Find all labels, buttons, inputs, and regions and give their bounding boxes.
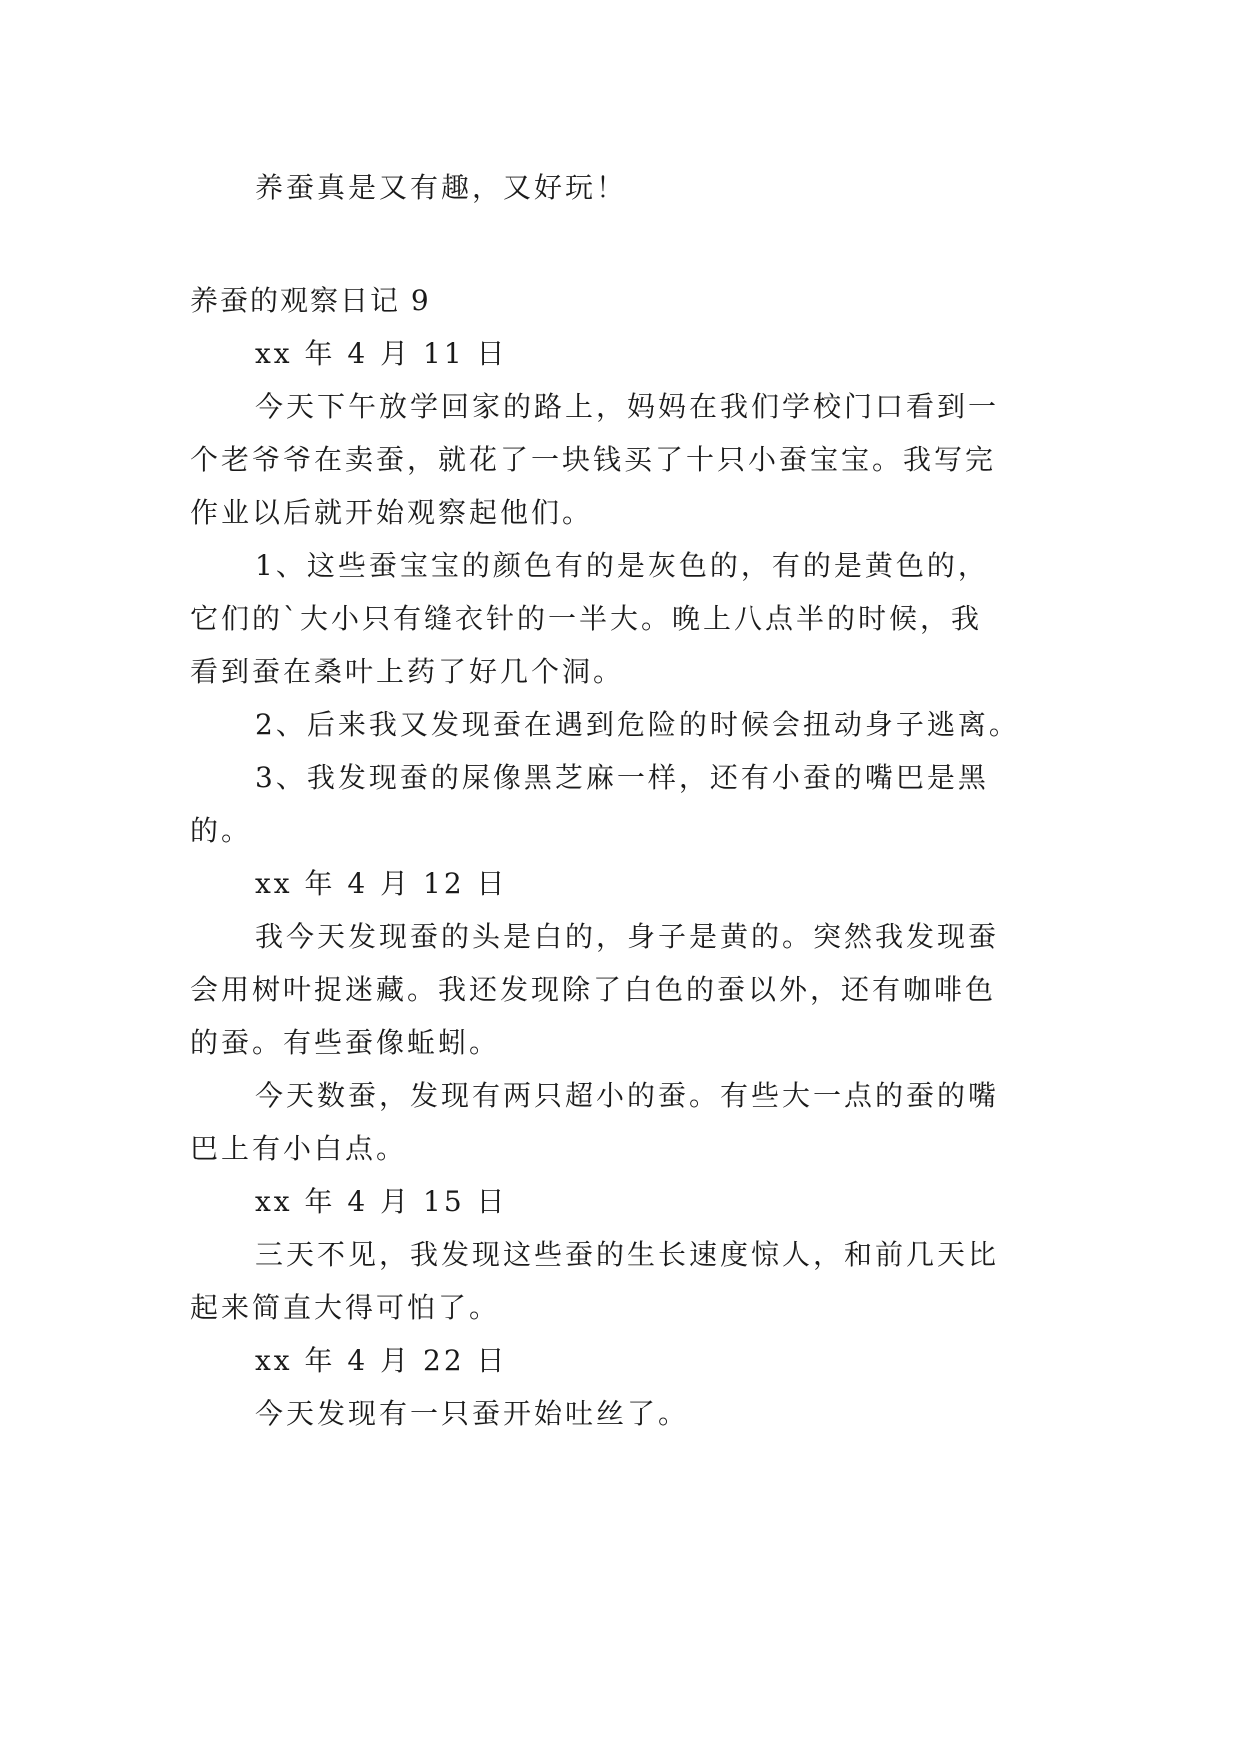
date-heading: xx 年 4 月 22 日: [255, 1344, 508, 1377]
paragraph-line: 看到蚕在桑叶上药了好几个洞。: [190, 655, 625, 688]
paragraph-line: 今天数蚕，发现有两只超小的蚕。有些大一点的蚕的嘴: [255, 1079, 1000, 1112]
date-heading: xx 年 4 月 12 日: [255, 867, 508, 900]
paragraph-line: 3、我发现蚕的屎像黑芝麻一样，还有小蚕的嘴巴是黑: [255, 761, 989, 794]
paragraph-line: 个老爷爷在卖蚕，就花了一块钱买了十只小蚕宝宝。我写完: [190, 443, 997, 476]
closing-sentence: 养蚕真是又有趣，又好玩！: [255, 171, 628, 204]
paragraph-line: 1、这些蚕宝宝的颜色有的是灰色的，有的是黄色的，: [255, 549, 989, 582]
paragraph-line: 今天下午放学回家的路上，妈妈在我们学校门口看到一: [255, 390, 1000, 423]
paragraph-line: 它们的`大小只有缝衣针的一半大。晚上八点半的时候，我: [190, 602, 983, 635]
paragraph-line: 的。: [190, 814, 253, 847]
paragraph-line: 三天不见，我发现这些蚕的生长速度惊人，和前几天比: [255, 1238, 1000, 1271]
paragraph-line: 今天发现有一只蚕开始吐丝了。: [255, 1397, 690, 1430]
paragraph-line: 起来简直大得可怕了。: [190, 1291, 501, 1324]
paragraph-line: 会用树叶捉迷藏。我还发现除了白色的蚕以外，还有咖啡色: [190, 973, 997, 1006]
paragraph-line: 巴上有小白点。: [190, 1132, 408, 1165]
diary-title: 养蚕的观察日记 9: [190, 284, 431, 317]
paragraph-line: 2、后来我又发现蚕在遇到危险的时候会扭动身子逃离。: [255, 708, 1020, 741]
date-heading: xx 年 4 月 11 日: [255, 337, 508, 370]
date-heading: xx 年 4 月 15 日: [255, 1185, 508, 1218]
paragraph-line: 作业以后就开始观察起他们。: [190, 496, 594, 529]
paragraph-line: 的蚕。有些蚕像蚯蚓。: [190, 1026, 501, 1059]
paragraph-line: 我今天发现蚕的头是白的，身子是黄的。突然我发现蚕: [255, 920, 1000, 953]
